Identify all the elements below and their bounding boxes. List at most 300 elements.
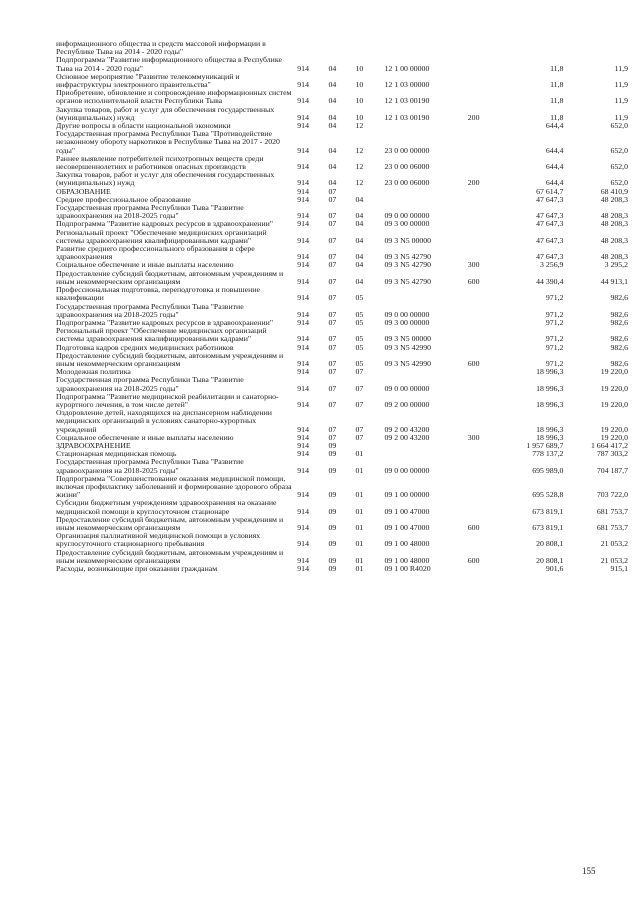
- row-section-code: 07: [328, 252, 337, 262]
- row-amount-year1: 47 647,3: [536, 219, 564, 229]
- row-section-code: 07: [328, 309, 337, 319]
- row-amount-year1: 673 819,1: [532, 506, 564, 516]
- table-row: [56, 409, 628, 434]
- row-ministry-code: 914: [297, 317, 309, 327]
- row-amount-year1: 971,2: [545, 317, 564, 327]
- row-name: ЗДРАВООХРАНЕНИЕ: [56, 440, 131, 450]
- row-amount-year2: 681 753,7: [596, 522, 628, 532]
- row-name: Закупка товаров, работ и услуг для обеспечения государственных (муниципальных) нужд: [56, 104, 275, 122]
- table-row: [56, 458, 628, 474]
- row-section-code: 09: [328, 555, 337, 565]
- row-expense-type-code: [468, 204, 499, 220]
- row-expense-type-code: 600: [467, 358, 480, 368]
- row-section-code: 07: [328, 424, 337, 434]
- row-ministry-code: 914: [297, 465, 309, 475]
- row-subsection-code: 07: [355, 432, 364, 442]
- table-row: [56, 204, 628, 220]
- row-section-code: [328, 40, 355, 56]
- row-amount-year1: 971,2: [545, 293, 564, 303]
- row-subsection-code: 12: [355, 162, 364, 172]
- row-ministry-code: 914: [297, 121, 309, 131]
- row-section-code: 07: [328, 383, 337, 393]
- row-section-code: 04: [328, 121, 337, 131]
- row-subsection-code: 04: [355, 211, 364, 221]
- row-target-article-code: 09 2 00 00000: [384, 399, 430, 409]
- row-section-code: 07: [328, 317, 337, 327]
- row-ministry-code: 914: [297, 63, 309, 73]
- row-ministry-code: 914: [297, 194, 309, 204]
- table-row: [56, 270, 628, 286]
- row-subsection-code: 01: [355, 539, 364, 549]
- row-amount-year2: 652,0: [610, 162, 628, 172]
- row-ministry-code: 914: [297, 358, 309, 368]
- row-name: Среднее профессиональное образование: [56, 194, 191, 204]
- row-ministry-code: 914: [297, 293, 309, 303]
- row-amount-year2: 681 753,7: [596, 506, 628, 516]
- row-expense-type-code: 300: [467, 260, 480, 270]
- row-subsection-code: 01: [355, 449, 364, 459]
- row-subsection-code: 05: [355, 317, 364, 327]
- row-target-article-code: [383, 286, 468, 302]
- row-ministry-code: 914: [297, 276, 309, 286]
- row-subsection-code: [355, 40, 382, 56]
- row-target-article-code: 09 2 00 43200: [384, 424, 430, 434]
- row-amount-year2: 48 208,3: [600, 194, 628, 204]
- row-subsection-code: 04: [355, 235, 364, 245]
- row-amount-year2: 652,0: [610, 178, 628, 188]
- table-row: [56, 106, 628, 122]
- row-target-article-code: 23 0 00 00000: [384, 145, 430, 155]
- row-expense-type-code: [468, 40, 499, 56]
- row-name: Социальное обеспечение и иные выплаты населению: [56, 260, 234, 270]
- row-target-article-code: [383, 40, 468, 56]
- row-target-article-code: [383, 450, 468, 458]
- row-section-code: 04: [328, 145, 337, 155]
- row-expense-type-code: [468, 319, 499, 327]
- row-name: Предоставление субсидий бюджетным, автономным учреждениям и иным некоммерческим организациям: [56, 514, 284, 532]
- row-name: Подпрограмма "Развитие кадровых ресурсов в здравоохранении": [56, 219, 274, 229]
- table-row: [56, 516, 628, 532]
- row-amount-year2: 44 913,1: [600, 276, 628, 286]
- row-target-article-code: 09 3 00 00000: [384, 317, 430, 327]
- row-expense-type-code: [468, 475, 499, 500]
- row-ministry-code: 914: [297, 309, 309, 319]
- row-name: Государственная программа Республики Тыва "Развитие здравоохранения на 2018-2025 годы": [56, 457, 244, 475]
- row-target-article-code: 09 3 00 00000: [384, 219, 430, 229]
- row-subsection-code: 04: [355, 219, 364, 229]
- row-subsection-code: 01: [355, 490, 364, 500]
- row-section-code: 04: [328, 80, 337, 90]
- row-ministry-code: 914: [297, 539, 309, 549]
- row-ministry-code: 914: [297, 564, 309, 573]
- table-row: [56, 40, 628, 56]
- row-name: Подпрограмма "Развитие информационного общества в Республике Тыва на 2014 - 2020 годы": [56, 55, 282, 73]
- row-subsection-code: 04: [355, 260, 364, 270]
- row-amount-year2: 982,6: [610, 293, 628, 303]
- row-amount-year2: 11,9: [614, 80, 628, 90]
- row-amount-year2: 19 220,0: [600, 424, 628, 434]
- row-expense-type-code: [468, 368, 499, 376]
- row-amount-year2: 19 220,0: [600, 432, 628, 442]
- row-amount-year1: 971,2: [545, 342, 564, 352]
- row-amount-year2: 787 303,2: [596, 449, 628, 459]
- row-amount-year1: 18 996,3: [536, 432, 564, 442]
- row-target-article-code: 09 2 00 43200: [384, 432, 430, 442]
- row-amount-year1: 673 819,1: [532, 522, 564, 532]
- row-expense-type-code: [468, 245, 499, 261]
- row-amount-year1: 11,8: [550, 112, 564, 122]
- row-subsection-code: 05: [355, 358, 364, 368]
- row-expense-type-code: [468, 458, 499, 474]
- row-expense-type-code: [468, 229, 499, 245]
- row-amount-year1: 11,8: [550, 80, 564, 90]
- row-section-code: 04: [328, 63, 337, 73]
- row-expense-type-code: 600: [467, 276, 480, 286]
- row-ministry-code: 914: [297, 186, 309, 196]
- row-amount-year2: 19 220,0: [600, 399, 628, 409]
- row-amount-year1: 695 989,0: [532, 465, 564, 475]
- table-row: [56, 286, 628, 302]
- row-amount-year1: 20 808,1: [536, 539, 564, 549]
- row-ministry-code: 914: [297, 112, 309, 122]
- row-section-code: 07: [328, 219, 337, 229]
- row-amount-year1: 644,4: [545, 178, 564, 188]
- row-subsection-code: 05: [355, 309, 364, 319]
- row-amount-year1: 20 808,1: [536, 555, 564, 565]
- row-ministry-code: 914: [297, 334, 309, 344]
- table-row: [56, 245, 628, 261]
- row-subsection-code: 01: [355, 465, 364, 475]
- row-name: Подпрограмма "Развитие кадровых ресурсов в здравоохранении": [56, 317, 274, 327]
- table-row: [56, 352, 628, 368]
- row-ministry-code: 914: [297, 383, 309, 393]
- row-amount-year2: 982,6: [610, 358, 628, 368]
- row-name: Приобретение, обновление и сопровождение информационных систем органов исполнительной власти Республики Тыва: [56, 88, 292, 106]
- table-row: [56, 565, 628, 573]
- row-amount-year1: 18 996,3: [536, 399, 564, 409]
- row-target-article-code: 09 1 00 R4020: [384, 564, 431, 573]
- row-amount-year2: 982,6: [610, 309, 628, 319]
- table-row: [56, 376, 628, 392]
- row-name: Раннее выявление потребителей психотропных веществ среди несовершеннолетних и работников опасных производств: [56, 153, 264, 172]
- budget-table: [56, 40, 628, 573]
- row-amount-year1: 3 256,9: [540, 260, 564, 270]
- table-row: [56, 475, 628, 500]
- row-target-article-code: [383, 196, 468, 204]
- table-row: [56, 130, 628, 155]
- row-expense-type-code: [468, 89, 499, 105]
- row-ministry-code: 914: [297, 506, 309, 516]
- row-section-code: 07: [328, 432, 337, 442]
- row-ministry-code: 914: [297, 490, 309, 500]
- row-name: Молодежная политика: [56, 367, 131, 377]
- row-amount-year1: 11,8: [550, 63, 564, 73]
- table-row: [56, 89, 628, 105]
- row-ministry-code: 914: [297, 367, 309, 377]
- row-amount-year2: 652,0: [610, 145, 628, 155]
- row-amount-year2: 19 220,0: [600, 367, 628, 377]
- budget-table-body: [56, 40, 628, 573]
- row-target-article-code: 12 1 03 00190: [384, 112, 430, 122]
- row-section-code: 07: [328, 194, 337, 204]
- row-amount-year1: 695 528,8: [532, 490, 564, 500]
- row-name: Социальное обеспечение и иные выплаты населению: [56, 432, 234, 442]
- row-target-article-code: 09 3 N5 00000: [384, 334, 432, 344]
- row-amount-year1: 644,4: [545, 145, 564, 155]
- table-row: [56, 155, 628, 171]
- row-ministry-code: 914: [297, 342, 309, 352]
- row-amount-year2: [563, 40, 628, 56]
- row-ministry-code: 914: [297, 399, 309, 409]
- row-ministry-code: 914: [297, 235, 309, 245]
- row-amount-year1: 47 647,3: [536, 252, 564, 262]
- row-section-code: 09: [328, 564, 337, 573]
- row-subsection-code: 01: [355, 555, 364, 565]
- row-target-article-code: 09 3 N5 42990: [384, 342, 432, 352]
- row-target-article-code: 23 0 00 06000: [384, 162, 430, 172]
- row-section-code: 07: [328, 334, 337, 344]
- row-target-article-code: 09 1 00 47000: [384, 522, 430, 532]
- row-section-code: 07: [328, 399, 337, 409]
- table-row: [56, 549, 628, 565]
- row-name: Стационарная медицинская помощь: [56, 449, 177, 459]
- row-subsection-code: 01: [355, 564, 364, 573]
- row-amount-year2: 982,6: [610, 317, 628, 327]
- row-expense-type-code: [468, 532, 499, 548]
- row-target-article-code: 12 1 03 00190: [384, 96, 430, 106]
- row-amount-year1: 778 137,2: [532, 449, 564, 459]
- row-ministry-code: 914: [297, 219, 309, 229]
- row-ministry-code: 914: [297, 432, 309, 442]
- row-amount-year2: 3 295,2: [604, 260, 628, 270]
- row-ministry-code: 914: [297, 145, 309, 155]
- row-amount-year2: 703 722,0: [596, 490, 628, 500]
- row-amount-year2: 11,9: [614, 96, 628, 106]
- row-name: Развитие среднего профессионального образования в сфере здравоохранения: [56, 244, 255, 262]
- row-expense-type-code: [468, 565, 499, 573]
- row-amount-year1: 901,6: [545, 564, 564, 573]
- row-amount-year2: 704 187,7: [596, 465, 628, 475]
- row-ministry-code: 914: [297, 211, 309, 221]
- row-amount-year1: 47 647,3: [536, 211, 564, 221]
- row-expense-type-code: [468, 303, 499, 319]
- row-section-code: 07: [328, 342, 337, 352]
- table-row: [56, 393, 628, 409]
- row-subsection-code: 05: [355, 293, 364, 303]
- table-row: [56, 327, 628, 343]
- row-amount-year2: 21 053,2: [600, 539, 628, 549]
- table-row: [56, 532, 628, 548]
- row-amount-year2: 982,6: [610, 342, 628, 352]
- row-expense-type-code: 600: [467, 555, 480, 565]
- row-subsection-code: 10: [355, 112, 364, 122]
- row-name: Предоставление субсидий бюджетным, автономным учреждениям и иным некоммерческим организациям: [56, 350, 284, 368]
- row-name: Предоставление субсидий бюджетным, автономным учреждениям и иным некоммерческим организациям: [56, 547, 284, 565]
- row-target-article-code: 09 3 N5 42790: [384, 260, 432, 270]
- row-expense-type-code: [468, 122, 499, 130]
- row-name: Государственная программа Республики Тыва "Развитие здравоохранения на 2018-2025 годы": [56, 375, 244, 393]
- row-ministry-code: 914: [297, 252, 309, 262]
- row-amount-year2: 48 208,3: [600, 219, 628, 229]
- row-amount-year2: 19 220,0: [600, 383, 628, 393]
- row-name: Региональный проект "Обеспечение медицинских организаций системы здравоохранения квалифицированными кадрами": [56, 326, 267, 344]
- row-subsection-code: 04: [355, 276, 364, 286]
- row-target-article-code: 09 3 N5 42790: [384, 276, 432, 286]
- row-amount-year1: 18 996,3: [536, 383, 564, 393]
- row-subsection-code: 10: [355, 63, 364, 73]
- row-subsection-code: 10: [355, 96, 364, 106]
- row-section-code: 09: [328, 465, 337, 475]
- row-section-code: 04: [328, 96, 337, 106]
- row-expense-type-code: 600: [467, 522, 480, 532]
- row-target-article-code: 12 1 03 00000: [384, 80, 430, 90]
- row-section-code: 09: [328, 539, 337, 549]
- row-expense-type-code: [468, 286, 499, 302]
- row-name: Организация паллиативной медицинской помощи в условиях круглосуточного стационарного пребывания: [56, 531, 261, 549]
- row-name: Подпрограмма "Совершенствование оказания медицинской помощи, включая профилактику заболеваний и формирование здорового образа жизни": [56, 473, 292, 500]
- row-ministry-code: 914: [297, 424, 309, 434]
- row-amount-year2: 915,1: [610, 564, 628, 573]
- row-ministry-code: 914: [297, 555, 309, 565]
- row-target-article-code: 09 0 00 00000: [384, 211, 430, 221]
- row-target-article-code: 09 3 N5 00000: [384, 235, 432, 245]
- row-ministry-code: 914: [297, 522, 309, 532]
- row-target-article-code: 09 0 00 00000: [384, 383, 430, 393]
- row-target-article-code: 09 3 N5 42790: [384, 252, 432, 262]
- row-amount-year2: 652,0: [610, 121, 628, 131]
- row-subsection-code: 12: [355, 145, 364, 155]
- row-expense-type-code: [468, 376, 499, 392]
- row-subsection-code: 07: [355, 367, 364, 377]
- row-name: Субсидии бюджетным учреждениям здравоохранения на оказание медицинской помощи в круглосуточном стационаре: [56, 498, 277, 516]
- row-expense-type-code: [468, 73, 499, 89]
- row-subsection-code: 05: [355, 342, 364, 352]
- table-row: [56, 171, 628, 187]
- row-section-code: 07: [328, 260, 337, 270]
- table-row: [56, 229, 628, 245]
- row-section-code: 07: [328, 186, 337, 196]
- row-section-code: 07: [328, 358, 337, 368]
- row-section-code: 04: [328, 162, 337, 172]
- row-target-article-code: 09 1 00 00000: [384, 490, 430, 500]
- row-expense-type-code: 300: [467, 432, 480, 442]
- row-amount-year1: 971,2: [545, 309, 564, 319]
- row-name: Предоставление субсидий бюджетным, автономным учреждениям и иным некоммерческим организациям: [56, 268, 284, 286]
- row-ministry-code: 914: [297, 162, 309, 172]
- row-name: Оздоровление детей, находящихся на диспансерном наблюдении медицинских организаций в условиях санаторно-курортных учреждений: [56, 408, 272, 434]
- row-amount-year1: 971,2: [545, 334, 564, 344]
- row-subsection-code: 07: [355, 424, 364, 434]
- row-section-code: 09: [328, 449, 337, 459]
- row-expense-type-code: [468, 220, 499, 228]
- row-expense-type-code: [468, 442, 499, 450]
- table-row: [56, 73, 628, 89]
- row-target-article-code: [383, 188, 468, 196]
- row-ministry-code: 914: [297, 178, 309, 188]
- row-target-article-code: 09 3 N5 42990: [384, 358, 432, 368]
- row-amount-year2: 11,9: [614, 63, 628, 73]
- row-amount-year1: 47 647,3: [536, 194, 564, 204]
- table-row: [56, 56, 628, 72]
- row-name: Государственная программа Республики Тыва "Развитие здравоохранения на 2018-2025 годы": [56, 301, 244, 319]
- row-name: Государственная программа Республики Тыва "Развитие здравоохранения на 2018-2025 годы": [56, 203, 244, 221]
- row-subsection-code: 12: [355, 178, 364, 188]
- row-expense-type-code: [468, 499, 499, 515]
- row-expense-type-code: [468, 130, 499, 155]
- row-name: Подпрограмма "Развитие медицинской реабилитации и санаторно-курортного лечения, в том числе детей": [56, 391, 279, 409]
- row-expense-type-code: [468, 196, 499, 204]
- row-expense-type-code: [468, 393, 499, 409]
- row-section-code: 09: [328, 522, 337, 532]
- page-number: 155: [582, 866, 596, 876]
- row-subsection-code: 10: [355, 80, 364, 90]
- row-ministry-code: [297, 40, 328, 56]
- row-name: Региональный проект "Обеспечение медицинских организаций системы здравоохранения квалифицированными кадрами": [56, 227, 267, 245]
- row-target-article-code: [383, 122, 468, 130]
- row-ministry-code: 914: [297, 440, 309, 450]
- row-amount-year1: 1 957 689,7: [526, 440, 564, 450]
- row-target-article-code: 09 1 00 48000: [384, 539, 430, 549]
- row-subsection-code: 01: [355, 522, 364, 532]
- row-expense-type-code: [468, 409, 499, 434]
- row-ministry-code: 914: [297, 96, 309, 106]
- row-section-code: 07: [328, 276, 337, 286]
- row-section-code: 09: [328, 506, 337, 516]
- row-subsection-code: 01: [355, 506, 364, 516]
- row-subsection-code: 04: [355, 252, 364, 262]
- row-amount-year2: 982,6: [610, 334, 628, 344]
- row-amount-year1: 644,4: [545, 121, 564, 131]
- row-amount-year2: 48 208,3: [600, 211, 628, 221]
- row-target-article-code: 09 1 00 47000: [384, 506, 430, 516]
- row-name: Профессиональная подготовка, переподготовка и повышение квалификации: [56, 285, 260, 303]
- row-amount-year1: 47 647,3: [536, 235, 564, 245]
- row-expense-type-code: 200: [467, 112, 480, 122]
- row-section-code: 04: [328, 112, 337, 122]
- row-expense-type-code: [468, 188, 499, 196]
- row-target-article-code: 23 0 00 06000: [384, 178, 430, 188]
- row-subsection-code: 12: [355, 121, 364, 131]
- row-target-article-code: 09 1 00 48000: [384, 555, 430, 565]
- row-target-article-code: [383, 368, 468, 376]
- row-name: Закупка товаров, работ и услуг для обеспечения государственных (муниципальных) нужд: [56, 170, 275, 188]
- row-name: Другие вопросы в области национальной экономики: [56, 121, 231, 131]
- row-name: информационного общества и средств массовой информации в Республике Тыва на 2014 - 2020 годы": [56, 39, 266, 57]
- row-amount-year1: 18 996,3: [536, 424, 564, 434]
- row-ministry-code: 914: [297, 449, 309, 459]
- row-amount-year2: 11,9: [614, 112, 628, 122]
- row-amount-year1: 44 390,4: [536, 276, 564, 286]
- row-section-code: 07: [328, 367, 337, 377]
- row-amount-year2: 68 410,9: [600, 186, 628, 196]
- row-section-code: 09: [328, 440, 337, 450]
- row-amount-year1: [499, 40, 563, 56]
- row-ministry-code: 914: [297, 80, 309, 90]
- row-amount-year1: 644,4: [545, 162, 564, 172]
- row-expense-type-code: [468, 56, 499, 72]
- row-amount-year2: 48 208,3: [600, 235, 628, 245]
- row-section-code: 09: [328, 490, 337, 500]
- row-subsection-code: 04: [355, 194, 364, 204]
- row-target-article-code: 09 0 00 00000: [384, 309, 430, 319]
- row-expense-type-code: 200: [467, 178, 480, 188]
- row-amount-year1: 971,2: [545, 358, 564, 368]
- row-section-code: 07: [328, 293, 337, 303]
- row-section-code: 04: [328, 178, 337, 188]
- row-amount-year2: 1 664 417,2: [590, 440, 628, 450]
- row-amount-year1: 18 996,3: [536, 367, 564, 377]
- table-row: [56, 499, 628, 515]
